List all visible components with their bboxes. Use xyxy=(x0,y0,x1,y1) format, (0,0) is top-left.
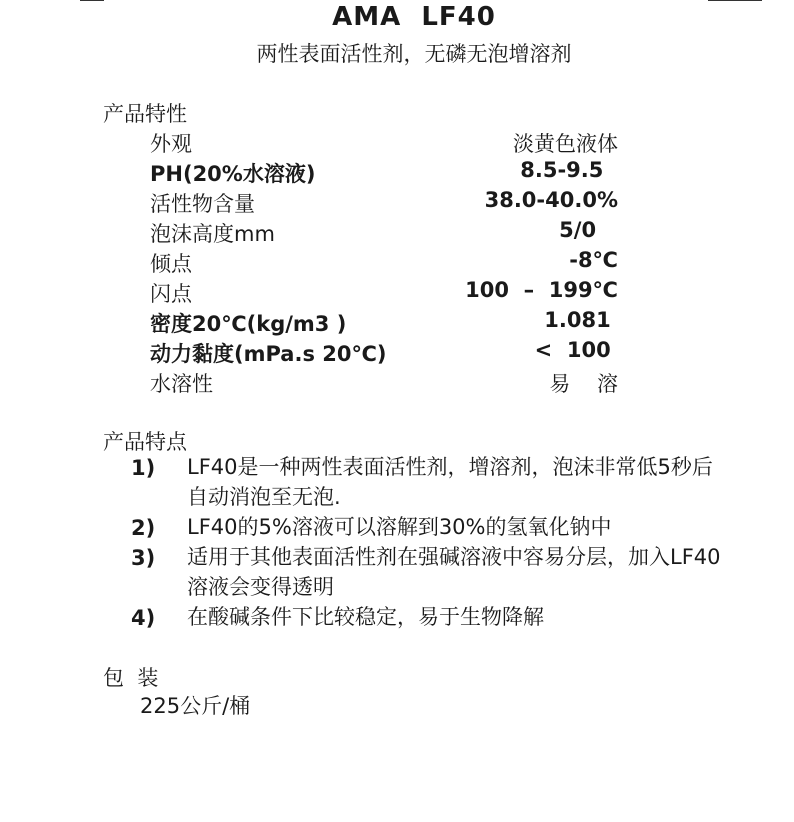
feature-number: 1) xyxy=(131,456,156,480)
property-value: 易 溶 xyxy=(549,372,618,396)
property-value: < 100 xyxy=(534,338,618,362)
property-value: 5/0 xyxy=(559,218,618,242)
property-row xyxy=(150,158,630,188)
property-name: 密度20℃(kg/m3 ) xyxy=(150,312,347,336)
feature-text: LF40的5%溶液可以溶解到30%的氢氧化钠中 xyxy=(187,515,612,539)
document-title: AMA LF40 xyxy=(332,2,496,32)
properties-heading: 产品特性 xyxy=(103,102,187,126)
property-name: 动力黏度(mPa.s 20℃) xyxy=(150,342,387,366)
property-name: 倾点 xyxy=(150,252,192,276)
property-value: 淡黄色液体 xyxy=(513,132,618,156)
property-row xyxy=(150,368,630,398)
property-name: 泡沫高度mm xyxy=(150,222,275,246)
features-heading: 产品特点 xyxy=(103,430,187,454)
feature-text: 适用于其他表面活性剂在强碱溶液中容易分层，加入LF40溶液会变得透明 xyxy=(187,545,721,599)
package-value: 225公斤/桶 xyxy=(140,694,251,718)
property-name: 外观 xyxy=(150,132,192,156)
document-subtitle: 两性表面活性剂，无磷无泡增溶剂 xyxy=(256,42,572,66)
property-name: 水溶性 xyxy=(150,372,213,396)
property-row xyxy=(150,128,630,158)
feature-text: 在酸碱条件下比较稳定，易于生物降解 xyxy=(187,605,544,629)
property-row xyxy=(150,248,630,278)
property-row xyxy=(150,278,630,308)
top-rule-left xyxy=(80,0,104,1)
property-row xyxy=(150,188,630,218)
property-row xyxy=(150,338,630,368)
property-value: 38.0-40.0% xyxy=(484,188,618,212)
property-name: 闪点 xyxy=(150,282,192,306)
property-row xyxy=(150,218,630,248)
property-row xyxy=(150,308,630,338)
top-rule-right xyxy=(708,0,762,1)
feature-number: 2) xyxy=(131,516,156,540)
property-name: 活性物含量 xyxy=(150,192,255,216)
feature-text: LF40是一种两性表面活性剂，增溶剂，泡沫非常低5秒后自动消泡至无泡. xyxy=(187,455,713,509)
property-value: 8.5-9.5 xyxy=(520,158,618,182)
feature-number: 4) xyxy=(131,606,156,630)
feature-number: 3) xyxy=(131,546,156,570)
property-name: PH(20%水溶液) xyxy=(150,162,316,186)
property-value: 1.081 xyxy=(544,308,618,332)
property-value: -8℃ xyxy=(569,248,618,272)
property-value: 100 – 199℃ xyxy=(465,278,618,302)
package-heading: 包 装 xyxy=(103,666,159,690)
